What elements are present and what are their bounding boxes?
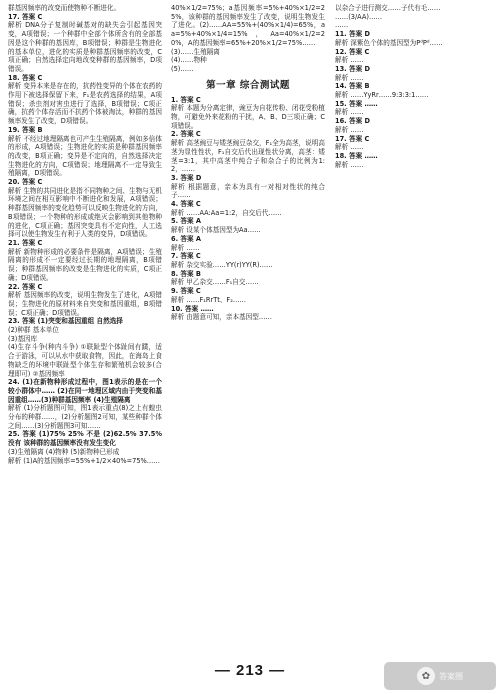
answer-line: 23. 答案 (1)突变和基因重组 自然选择 — [8, 317, 123, 326]
answer-line: 解析 深紫色个体的基因型为PᵈPᵈ…… — [335, 38, 443, 47]
answer-line: 25. 答案 (1)75% 25% 不是 (2)62.5% 37.5% 没有 该种群的基因频率没有发生变化 — [8, 430, 162, 448]
answer-line: 解析 …… — [171, 243, 200, 252]
answer-line: 13. 答案 D — [335, 64, 370, 73]
answer-line: 解析 甲乙杂交……F₁自交…… — [171, 278, 259, 287]
answer-line: 解析 …… — [335, 108, 364, 117]
answer-line: 解析 …… — [335, 73, 364, 82]
answer-line: 5. 答案 A — [171, 217, 201, 226]
answer-line: 14. 答案 B — [335, 82, 370, 91]
answer-line: ……(3/AA)…… — [335, 12, 383, 21]
column-left — [8, 4, 162, 465]
answer-line: 解析 ……F₁RrTt、F₂…… — [171, 295, 247, 304]
answer-line: 40%×1/2=75%；a基因频率=5%+40%×1/2=25%，该种群的基因频率发生了改变，说明生物发生了进化。(2)……AA=55%+(40%×1/4)=65%，aa=5%+40%×1/4=15%，Aa=40%×1/2=20%，A的基因频率=65%+20%×1/2=75%…… — [171, 4, 325, 47]
answer-line: (4)……物种 — [171, 56, 207, 65]
answer-line: 解析 由题意可知，亲本基因型…… — [171, 313, 273, 322]
answer-line: 4. 答案 C — [171, 200, 201, 209]
answer-line: 18. 答案 …… — [335, 151, 378, 160]
answer-line: (5)…… — [171, 64, 194, 73]
answer-line: 解析 根据题意，亲本为具有一对相对性状的纯合子…… — [171, 182, 325, 200]
answer-line: 解析 设某个体基因型为Aa…… — [171, 226, 261, 235]
answer-line: 24. (1)在新物种形成过程中，图1表示的是在一个较小群体中…… (2)在同一地理区域内由于突变和基因重组……(3)种群基因频率 (4)生殖隔离 — [8, 378, 162, 404]
answer-line: 解析 新物种形成的必要条件是隔离，A项错误；生殖隔离的形成不一定要经过长期的地理隔离，B项错误；种群基因频率的改变是生物进化的实质，C项正确；D项错误。 — [8, 247, 162, 282]
answer-line: 3. 答案 D — [171, 173, 202, 182]
answer-line: (3)生殖隔离 (4)物种 (5)新物种已形成 — [8, 447, 120, 456]
answer-line: 17. 答案 C — [8, 12, 43, 21]
answer-line: 解析 变异本来是存在的，抗药性变异的个体在农药的作用下被选择保留下来，F₁是农药选择的结果，A项错误；杀虫剂对害虫进行了选择，B项错误；C项正确，抗药个体存活而不抗药个体被淘汰，种群的基因频率发生了改变，D项错误。 — [8, 82, 162, 126]
answer-line: 以杂合子进行测交……子代有毛…… — [335, 4, 441, 12]
answer-line: 11. 答案 D — [335, 30, 370, 39]
answer-line: (3)基因库 — [8, 334, 38, 343]
answer-line: 17. 答案 C — [335, 134, 370, 143]
answer-line: 解析 (1)分析题图可知，图1表示重点(8)之上有蝗虫分布的种群……，(2)分析题图2可知，某些种群个体之间……(3)分析题图3可知…… — [8, 404, 162, 430]
chapter-heading: 第一章 综合测试题 — [206, 79, 290, 91]
answer-line: 解析 (1)A的基因频率=55%+1/2×40%=75%…… — [8, 456, 160, 465]
answer-line: 解析 本题为分离定律，豌豆为自花传粉、闭花受粉植物，可避免外来花粉的干扰，A、B、D三项正确；C项错误。 — [171, 104, 325, 130]
answer-line: 解析 高茎豌豆与矮茎豌豆杂交，F₁全为高茎，说明高茎为显性性状，F₁自交后代出现性状分离，高茎：矮茎=3:1，其中高茎中纯合子和杂合子的比例为1:2，…… — [171, 139, 325, 174]
answer-line: (2)种群 基本单位 — [8, 326, 59, 335]
answer-line: 6. 答案 A — [171, 234, 201, 243]
watermark-text: 答案圈 — [439, 671, 463, 681]
answer-line: 解析 生物的共同进化是指不同物种之间、生物与无机环境之间在相互影响中不断进化和发展，A项错误；种群基因频率的变化趋势可以反映生物进化的方向，B项错误；一个物种的形成或绝灭会影响到其他物种的进化，C项正确；基因突变具有不定向性，人工选择可以使生物发生有利于人类的变异，D项错误。 — [8, 186, 162, 239]
answer-line: 解析 杂交实验……YY(r)YY(R)…… — [171, 260, 273, 269]
column-middle — [171, 4, 325, 322]
watermark — [384, 662, 496, 690]
answer-line: 解析 …… — [335, 125, 364, 134]
answer-line: 解析 ……AA:Aa=1:2，自交后代…… — [171, 208, 282, 217]
answer-line: 解析 ……YyRr……9:3:3:1…… — [335, 91, 429, 100]
answer-line: (4)生存斗争(种内斗争) ①联趾型个体趾间有蹼，适合于游泳，可以从水中获取食物，因此，在海岛上食物缺乏的环境中联趾型个体生存和繁殖机会较多(合理即可) ②基因频率 — [8, 343, 162, 378]
column-right — [335, 4, 493, 169]
answer-line: (3)……生殖隔离 — [171, 47, 220, 56]
answer-line: 16. 答案 D — [335, 117, 370, 126]
answer-line: 9. 答案 C — [171, 287, 201, 296]
answer-line: 15. 答案 …… — [335, 99, 378, 108]
answer-line: 18. 答案 C — [8, 73, 43, 82]
answer-line: 解析 基因频率的改变，说明生物发生了进化，A项错误；生物进化的原材料来自突变和基因重组，B项错误；C项正确；D项错误。 — [8, 291, 162, 317]
page-number: — 213 — — [214, 662, 286, 679]
answer-line: 群基因频率的改变而使物种不断进化。 — [8, 4, 121, 12]
answer-line: 1. 答案 C — [171, 95, 201, 104]
answer-line: 解析 …… — [335, 56, 364, 65]
answer-line: 解析 不经过地理隔离也可产生生殖隔离，例如多倍体的形成，A项错误；生物进化的实质是种群基因频率的改变，B项正确；变异是不定向的，自然选择决定生物进化的方向，C项错误；地理隔离不一定导致生殖隔离，D项错误。 — [8, 134, 162, 178]
answer-line: 2. 答案 C — [171, 130, 201, 139]
answer-line: 12. 答案 C — [335, 47, 370, 56]
answer-line: 7. 答案 C — [171, 252, 201, 261]
answer-line: 解析 …… — [335, 143, 364, 152]
answer-line: 解析 …… — [335, 160, 364, 169]
answer-line: 19. 答案 B — [8, 125, 43, 134]
answer-line: 解析 DNA分子复制时碱基对的缺失会引起基因突变，A项错误；一个种群中全部个体所含有的全部基因是这个种群的基因库，B项错误；种群是生物进化的基本单位，进化的实质是种群基因频率的改变，C项正确；自然选择定向地改变种群的基因频率，D项错误。 — [8, 21, 162, 73]
answer-line: …… — [335, 21, 349, 30]
answer-line: 20. 答案 C — [8, 178, 43, 187]
answer-line: 10. 答案 …… — [171, 304, 214, 313]
answer-line: 8. 答案 B — [171, 269, 201, 278]
logo-icon: ✿ — [417, 667, 435, 685]
answer-line: 22. 答案 C — [8, 282, 43, 291]
answer-line: 21. 答案 C — [8, 238, 43, 247]
